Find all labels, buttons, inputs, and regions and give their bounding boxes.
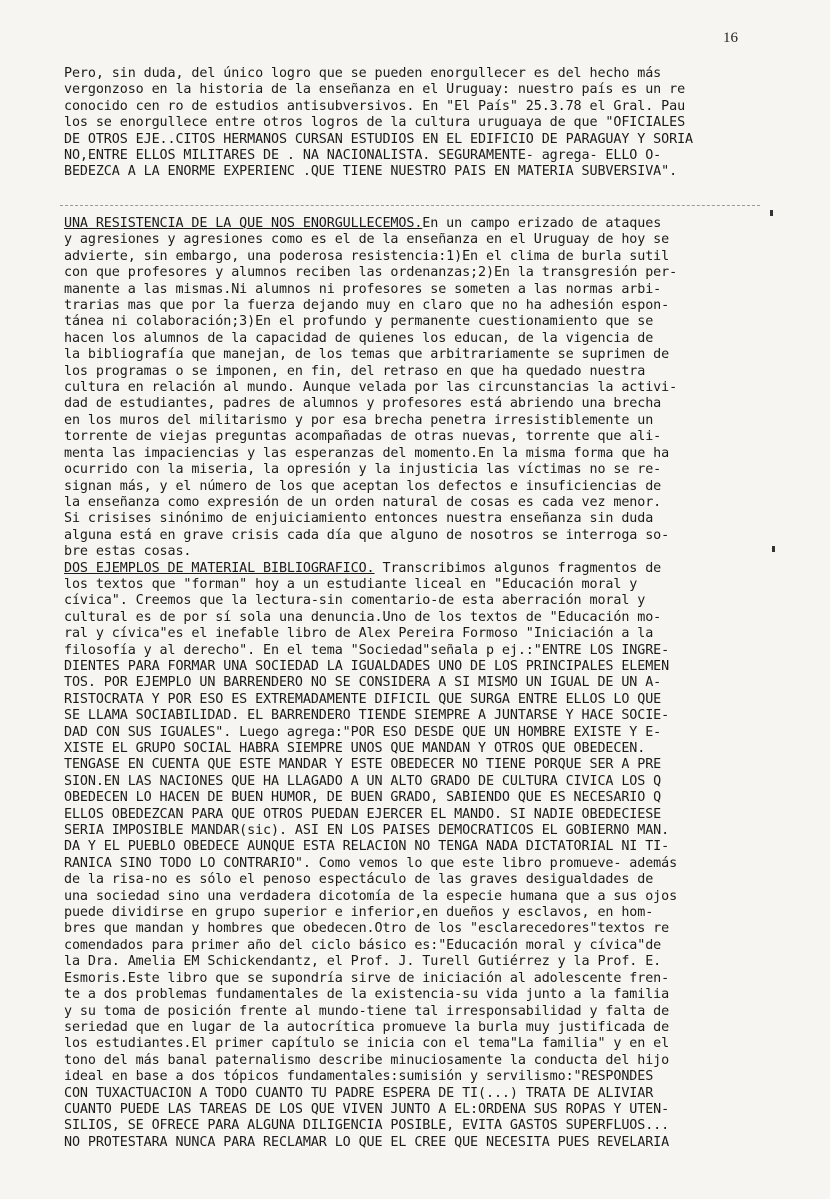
main-text xyxy=(64,216,764,1151)
section-heading: DOS EJEMPLOS DE MATERIAL BIBLIOGRAFICO. xyxy=(64,560,375,576)
text-line: RANICA SINO TODO LO CONTRARIO". Como vemos lo que este libro promueve- además xyxy=(64,855,678,871)
text-line: ELLOS OBEDEZCAN PARA QUE OTROS PUEDAN EJERCER EL MANDO. SI NADIE OBEDECIESE xyxy=(64,806,662,822)
text-line: los textos que "forman" hoy a un estudiante liceal en "Educación moral y xyxy=(64,576,638,592)
intro-paragraph xyxy=(64,66,764,181)
text-line: y su toma de posición frente al mundo-tiene tal irresponsabilidad y falta de xyxy=(64,1003,670,1019)
text-line: DIENTES PARA FORMAR UNA SOCIEDAD LA IGUALDADES UNO DE LOS PRINCIPALES ELEMEN xyxy=(64,658,670,674)
text-line: SE LLAMA SOCIABILIDAD. EL BARRENDERO TIENDE SIEMPRE A JUNTARSE Y HACE SOCIE- xyxy=(64,708,670,724)
text-line: Si crisises sinónimo de enjuiciamiento entonces nuestra enseñanza sin duda xyxy=(64,511,654,527)
text-line: tono del más banal paternalismo describe minuciosamente la conducta del hijo xyxy=(64,1052,670,1068)
text-line: OBEDECEN LO HACEN DE BUEN HUMOR, DE BUEN GRADO, SABIENDO QUE ES NECESARIO Q xyxy=(64,790,662,806)
text-line: de la risa-no es sólo el penoso espectáculo de las graves desigualdades de xyxy=(64,872,654,888)
text-line: dad de estudiantes, padres de alumnos y profesores está abriendo una brecha xyxy=(64,396,662,412)
text-line: DE OTROS EJE..CITOS HERMANOS CURSAN ESTUDIOS EN EL EDIFICIO DE PARAGUAY Y SORIA xyxy=(64,131,693,147)
text-line: puede dividirse en grupo superior e inferior,en dueños y esclavos, en hom- xyxy=(64,905,654,921)
text-line: seriedad que en lugar de la autocrítica promueve la burla muy justificada de xyxy=(64,1019,670,1035)
text-line: ocurrido con la miseria, la opresión y la injusticia las víctimas no se re- xyxy=(64,462,662,478)
text-line: torrente de viejas preguntas acompañadas de otras nuevas, torrente que ali- xyxy=(64,429,662,445)
margin-mark xyxy=(772,546,775,552)
text-line: SILIOS, SE OFRECE PARA ALGUNA DILIGENCIA POSIBLE, EVITA GASTOS SUPERFLUOS... xyxy=(64,1118,670,1134)
text-line: la bibliografía que manejan, de los temas que arbitrariamente se suprimen de xyxy=(64,347,670,363)
text-line: Esmoris.Este libro que se supondría sirve de iniciación al adolescente fren- xyxy=(64,970,670,986)
text-line: vergonzoso en la historia de la enseñanza en el Uruguay: nuestro país es un re xyxy=(64,82,686,98)
text-line: NO,ENTRE ELLOS MILITARES DE . NA NACIONALISTA. SEGURAMENTE- agrega- ELLO O- xyxy=(64,148,662,164)
text-line: los estudiantes.El primer capítulo se inicia con el tema"La familia" y en el xyxy=(64,1036,670,1052)
text-line: la Dra. Amelia EM Schickendantz, el Prof. J. Turell Gutiérrez y la Prof. E. xyxy=(64,954,662,970)
text-line: DA Y EL PUEBLO OBEDECE AUNQUE ESTA RELACION NO TENGA NADA DICTATORIAL NI TI- xyxy=(64,839,670,855)
text-line: trarias mas que por la fuerza dejando muy en claro que no ha adhesión espon- xyxy=(64,298,670,314)
text-line: y agresiones y agresiones como es el de la enseñanza en el Uruguay de hoy se xyxy=(64,232,670,248)
text-line: los se enorgullece entre otros logros de la cultura uruguaya de que "OFICIALES xyxy=(64,115,686,131)
text-line: una sociedad sino una verdadera dicotomía de la especie humana que a sus ojos xyxy=(64,888,678,904)
text-line: CON TUXACTUACION A TODO CUANTO TU PADRE ESPERA DE TI(...) TRATA DE ALIVIAR xyxy=(64,1085,654,1101)
section-heading: UNA RESISTENCIA DE LA QUE NOS ENORGULLECEMOS. xyxy=(64,216,423,231)
text-line: manente a las mismas.Ni alumnos ni profesores se someten a las normas arbi- xyxy=(64,281,662,297)
text-line: TENGASE EN CUENTA QUE ESTE MANDAR Y ESTE OBEDECER NO TIENE PORQUE SER A PRE xyxy=(64,757,662,773)
page-number: 16 xyxy=(723,30,738,46)
text-line: signan más, y el número de los que aceptan los defectos e insuficiencias de xyxy=(64,478,662,494)
text-line: DOS EJEMPLOS DE MATERIAL BIBLIOGRAFICO. Transcribimos algunos fragmentos de xyxy=(64,560,662,576)
text-line: TOS. POR EJEMPLO UN BARRENDERO NO SE CONSIDERA A SI MISMO UN IGUAL DE UN A- xyxy=(64,675,662,691)
text-line: comendados para primer año del ciclo básico es:"Educación moral y cívica"de xyxy=(64,937,662,953)
text-line: bres que mandan y hombres que obedecen.Otro de los "esclarecedores"textos re xyxy=(64,921,670,937)
text-line: menta las impaciencias y las esperanzas del momento.En la misma forma que ha xyxy=(64,445,670,461)
text-line: con que profesores y alumnos reciben las ordenanzas;2)En la transgresión per- xyxy=(64,265,678,281)
text-line: la enseñanza como expresión de un orden natural de cosas es cada vez menor. xyxy=(64,494,662,510)
text-line: XISTE EL GRUPO SOCIAL HABRA SIEMPRE UNOS QUE MANDAN Y OTROS QUE OBEDECEN. xyxy=(64,741,646,756)
text-line: cultural es de por sí sola una denuncia.Uno de los textos de "Educación mo- xyxy=(64,609,662,625)
text-line: SION.EN LAS NACIONES QUE HA LLAGADO A UN ALTO GRADO DE CULTURA CIVICA LOS Q xyxy=(64,773,662,789)
text-line: cultura en relación al mundo. Aunque velada por las circunstancias la activi- xyxy=(64,380,678,396)
text-line: filosofía y al derecho". En el tema "Sociedad"señala p ej.:"ENTRE LOS INGRE- xyxy=(64,642,670,658)
text-line: advierte, sin embargo, una poderosa resistencia:1)En el clima de burla sutil xyxy=(64,248,670,264)
text-line: UNA RESISTENCIA DE LA QUE NOS ENORGULLECEMOS.En un campo erizado de ataques xyxy=(64,216,662,231)
text-line: RISTOCRATA Y POR ESO ES EXTREMADAMENTE DIFICIL QUE SURGA ENTRE ELLOS LO QUE xyxy=(64,691,662,707)
text-line: alguna está en grave crisis cada día que alguno de nosotros se interroga so- xyxy=(64,527,670,543)
text-line: Pero, sin duda, del único logro que se pueden enorgullecer es del hecho más xyxy=(64,66,662,81)
text-line: hacen los alumnos de la capacidad de quienes los educan, de la vigencia de xyxy=(64,330,654,346)
text-line: NO PROTESTARA NUNCA PARA RECLAMAR LO QUE EL CREE QUE NECESITA PUES REVELARIA xyxy=(64,1134,670,1150)
text-line: en los muros del militarismo y por esa brecha penetra irresistiblemente un xyxy=(64,412,654,428)
text-line: los programas o se imponen, en fin, del retraso en que ha quedado nuestra xyxy=(64,363,646,379)
text-line: te a dos problemas fundamentales de la existencia-su vida junto a la familia xyxy=(64,987,670,1003)
text-line: BEDEZCA A LA ENORME EXPERIENC .QUE TIENE NUESTRO PAIS EN MATERIA SUBVERSIVA". xyxy=(64,164,678,180)
text-line: CUANTO PUEDE LAS TAREAS DE LOS QUE VIVEN JUNTO A EL:ORDENA SUS ROPAS Y UTEN- xyxy=(64,1101,670,1117)
text-line: SERIA IMPOSIBLE MANDAR(sic). ASI EN LOS PAISES DEMOCRATICOS EL GOBIERNO MAN. xyxy=(64,823,670,839)
text-line: DAD CON SUS IGUALES". Luego agrega:"POR ESO DESDE QUE UN HOMBRE EXISTE Y E- xyxy=(64,724,662,740)
text-line: conocido cen ro de estudios antisubversivos. En "El País" 25.3.78 el Gral. Pau xyxy=(64,98,686,114)
section-divider xyxy=(60,205,760,206)
text-line: tánea ni colaboración;3)En el profundo y permanente cuestionamiento que se xyxy=(64,314,654,330)
text-line: bre estas cosas. xyxy=(64,544,192,560)
margin-mark xyxy=(770,210,773,216)
text-line: cívica". Creemos que la lectura-sin comentario-de esta aberración moral y xyxy=(64,593,646,609)
text-line: ideal en base a dos tópicos fundamentales:sumisión y servilismo:"RESPONDES xyxy=(64,1069,654,1085)
text-line: ral y cívica"es el inefable libro de Alex Pereira Formoso "Iniciación a la xyxy=(64,626,654,642)
